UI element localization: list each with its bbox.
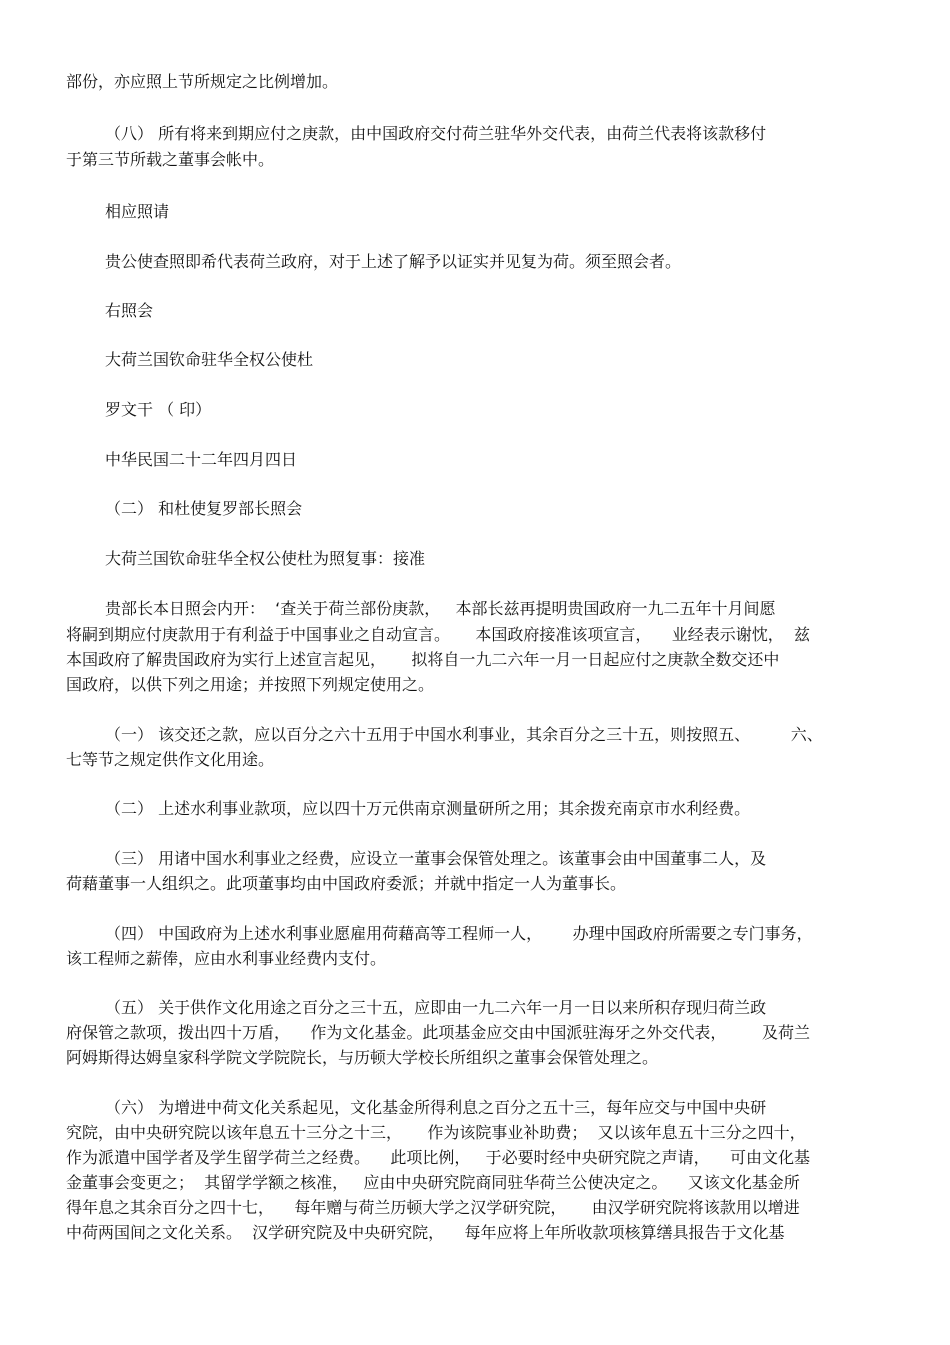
text-line: （六） 为增进中荷文化关系起见，文化基金所得利息之百分之五十三，每年应交与中国中央研 [105,1098,767,1117]
text-line: （八） 所有将来到期应付之庚款，由中国政府交付荷兰驻华外交代表，由荷兰代表将该款移付 [105,124,767,143]
text-line: 作为派遣中国学者及学生留学荷兰之经费。 此项比例， 于必要时经中央研究院之声请， 可由文化基 [66,1148,810,1167]
text-line: 于第三节所载之董事会帐中。 [66,150,275,169]
text-line: 右照会 [105,301,154,320]
text-line: （二） 和杜使复罗部长照会 [105,499,303,518]
text-line: 得年息之其余百分之四十七， 每年赠与荷兰历顿大学之汉学研究院， 由汉学研究院将该款用以增进 [66,1198,800,1217]
text-line: （五） 关于供作文化用途之百分之三十五，应即由一九二六年一月一日以来所积存现归荷兰政 [105,998,767,1017]
text-line: 贵部长本日照会内开： ‘查关于荷兰部份庚款， 本部长兹再提明贵国政府一九二五年十月间愿 [105,599,776,618]
text-line: 大荷兰国钦命驻华全权公使杜为照复事：接准 [105,549,426,568]
text-line: 究院，由中央研究院以该年息五十三分之十三， 作为该院事业补助费； 又以该年息五十三分之四十， [66,1123,806,1142]
text-line: 将嗣到期应付庚款用于有利益于中国事业之自动宣言。 本国政府接准该项宣言， 业经表示谢忱， 兹 [66,625,810,644]
text-line: （三） 用诸中国水利事业之经费，应设立一董事会保管处理之。该董事会由中国董事二人，及 [105,849,767,868]
text-line: 金董事会变更之； 其留学学额之核准， 应由中央研究院商同驻华荷兰公使决定之。 又该文化基金所 [66,1173,800,1192]
text-line: 相应照请 [105,202,170,221]
text-line: （二） 上述水利事业款项，应以四十万元供南京测量研所之用；其余拨充南京市水利经费。 [105,799,751,818]
text-line: 国政府，以供下列之用途；并按照下列规定使用之。 [66,675,435,694]
text-line: （一） 该交还之款，应以百分之六十五用于中国水利事业，其余百分之三十五，则按照五、 六、 [105,725,823,744]
text-line: 部份，亦应照上节所规定之比例增加。 [66,72,339,91]
text-line: 该工程师之薪俸，应由水利事业经费内支付。 [66,949,387,968]
text-line: 贵公使查照即希代表荷兰政府，对于上述了解予以证实并见复为荷。须至照会者。 [105,252,682,271]
text-line: 本国政府了解贵国政府为实行上述宣言起见， 拟将自一九二六年一月一日起应付之庚款全数交还中 [66,650,780,669]
text-line: （四） 中国政府为上述水利事业愿雇用荷藉高等工程师一人， 办理中国政府所需要之专门事务， [105,924,813,943]
text-line: 罗文干 （ 印） [105,400,212,419]
text-line: 中荷两国间之文化关系。 汉学研究院及中央研究院， 每年应将上年所收款项核算缮具报告于文化基 [66,1223,785,1242]
text-line: 阿姆斯得达姆皇家科学院文学院院长，与历顿大学校长所组织之董事会保管处理之。 [66,1048,659,1067]
text-line: 府保管之款项，拨出四十万盾， 作为文化基金。此项基金应交由中国派驻海牙之外交代表， 及荷兰 [66,1023,810,1042]
text-line: 七等节之规定供作文化用途。 [66,750,275,769]
text-line: 中华民国二十二年四月四日 [105,450,298,469]
text-line: 荷藉董事一人组织之。此项董事均由中国政府委派；并就中指定一人为董事长。 [66,874,627,893]
text-line: 大荷兰国钦命驻华全权公使杜 [105,350,314,369]
